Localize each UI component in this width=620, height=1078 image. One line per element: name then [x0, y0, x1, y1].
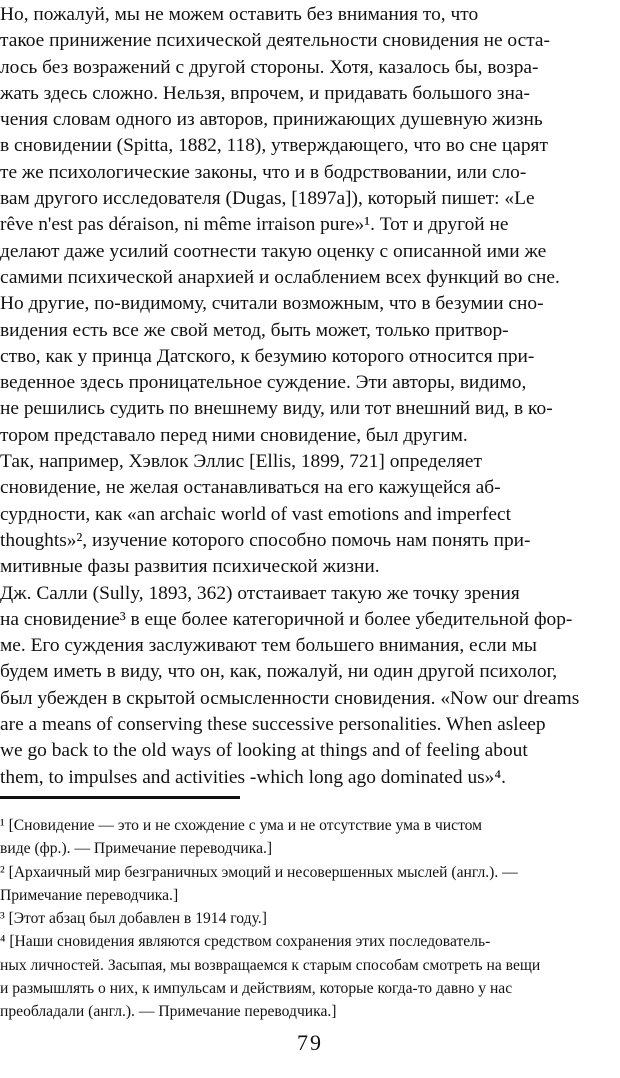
- text-line: rêve n'est pas déraison, ni même irraison pure»¹. Тот и другой не: [0, 214, 509, 236]
- text-line: был убежден в скрытой осмысленности сновидения. «Now our dreams: [0, 687, 580, 709]
- text-line: не решились судить по внешнему виду, или тот внешний вид, в ко-: [0, 398, 553, 420]
- text-line: те же психологические законы, что и в бодрствовании, или сло-: [0, 161, 527, 183]
- text-line: лось без возражений с другой стороны. Хотя, казалось бы, возра-: [0, 56, 539, 78]
- text-line: будем иметь в виду, что он, как, пожалуй, ни один другой психолог,: [0, 661, 558, 683]
- text-line: сновидение, не желая останавливаться на его кажущейся аб-: [0, 477, 501, 499]
- text-line: thoughts»², изучение которого способно помочь нам понять при-: [0, 529, 531, 551]
- text-line: тором представало перед ними сновидение, был другим.: [0, 424, 468, 446]
- text-line: Но другие, по-видимому, считали возможным, что в безумии сно-: [0, 293, 544, 315]
- page-number: 79: [297, 1030, 323, 1055]
- text-line: ме. Его суждения заслуживают тем большего внимания, если мы: [0, 635, 537, 657]
- footnote-line: и размышлять о них, к импульсам и действиям, которые когда-то давно у нас: [0, 980, 513, 998]
- text-line: самими психической анархией и ослаблением всех функций во сне.: [0, 266, 560, 288]
- text-line: в сновидении (Spitta, 1882, 118), утверждающего, что во сне царят: [0, 135, 548, 157]
- footnote-line: ¹ [Сновидение — это и не схождение с ума и не отсутствие ума в чистом: [0, 817, 483, 834]
- footnote-line: ных личностей. Засыпая, мы возвращаемся к старым способам смотреть на вещи: [0, 956, 541, 974]
- footnote-line: ² [Архаичный мир безграничных эмоций и несовершенных мыслей (англ.). —: [0, 863, 518, 881]
- footnote-line: Примечание переводчика.]: [0, 886, 179, 904]
- text-line: Так, например, Хэвлок Эллис [Ellis, 1899, 721] определяет: [0, 451, 482, 473]
- footnote-line: ⁴ [Наши сновидения являются средством сохранения этих последователь-: [0, 933, 491, 951]
- text-line: are a means of conserving these successive personalities. When asleep: [0, 714, 546, 736]
- text-line: делают даже усилий соотнести такую оценку с описанной ими же: [0, 240, 547, 262]
- text-line: Но, пожалуй, мы не можем оставить без внимания то, что: [0, 4, 479, 25]
- text-line: веденное здесь проницательное суждение. Эти авторы, видимо,: [0, 372, 527, 394]
- text-line: вам другого исследователя (Dugas, [1897a]), который пишет: «Le: [0, 188, 535, 210]
- main-text: [0, 2, 612, 791]
- footnote-line: виде (фр.). — Примечание переводчика.]: [0, 840, 273, 858]
- text-line: we go back to the old ways of looking at things and of feeling about: [0, 740, 528, 762]
- footnote-line: преобладали (англ.). — Примечание переводчика.]: [0, 1003, 337, 1021]
- text-line: митивные фазы развития психической жизни.: [0, 556, 380, 578]
- footnote-divider: [0, 796, 240, 799]
- text-line: такое принижение психической деятельности сновидения не оста-: [0, 30, 550, 52]
- text-line: жать здесь сложно. Нельзя, впрочем, и придавать большого зна-: [0, 82, 530, 104]
- text-line: Дж. Салли (Sully, 1893, 362) отстаивает такую же точку зрения: [0, 582, 520, 604]
- footnotes: [0, 814, 612, 1024]
- text-line: сурдности, как «an archaic world of vast emotions and imperfect: [0, 503, 511, 525]
- text-line: видения есть все же свой метод, быть может, только притвор-: [0, 319, 509, 341]
- text-line: ство, как у принца Датского, к безумию которого относится при-: [0, 345, 535, 367]
- text-line: чения словам одного из авторов, принижающих душевную жизнь: [0, 109, 543, 131]
- text-line: на сновидение³ в еще более категоричной и более убедительной фор-: [0, 608, 573, 630]
- text-line: them, to impulses and activities -which long ago dominated us»⁴.: [0, 766, 506, 788]
- footnote-line: ³ [Этот абзац был добавлен в 1914 году.]: [0, 910, 267, 928]
